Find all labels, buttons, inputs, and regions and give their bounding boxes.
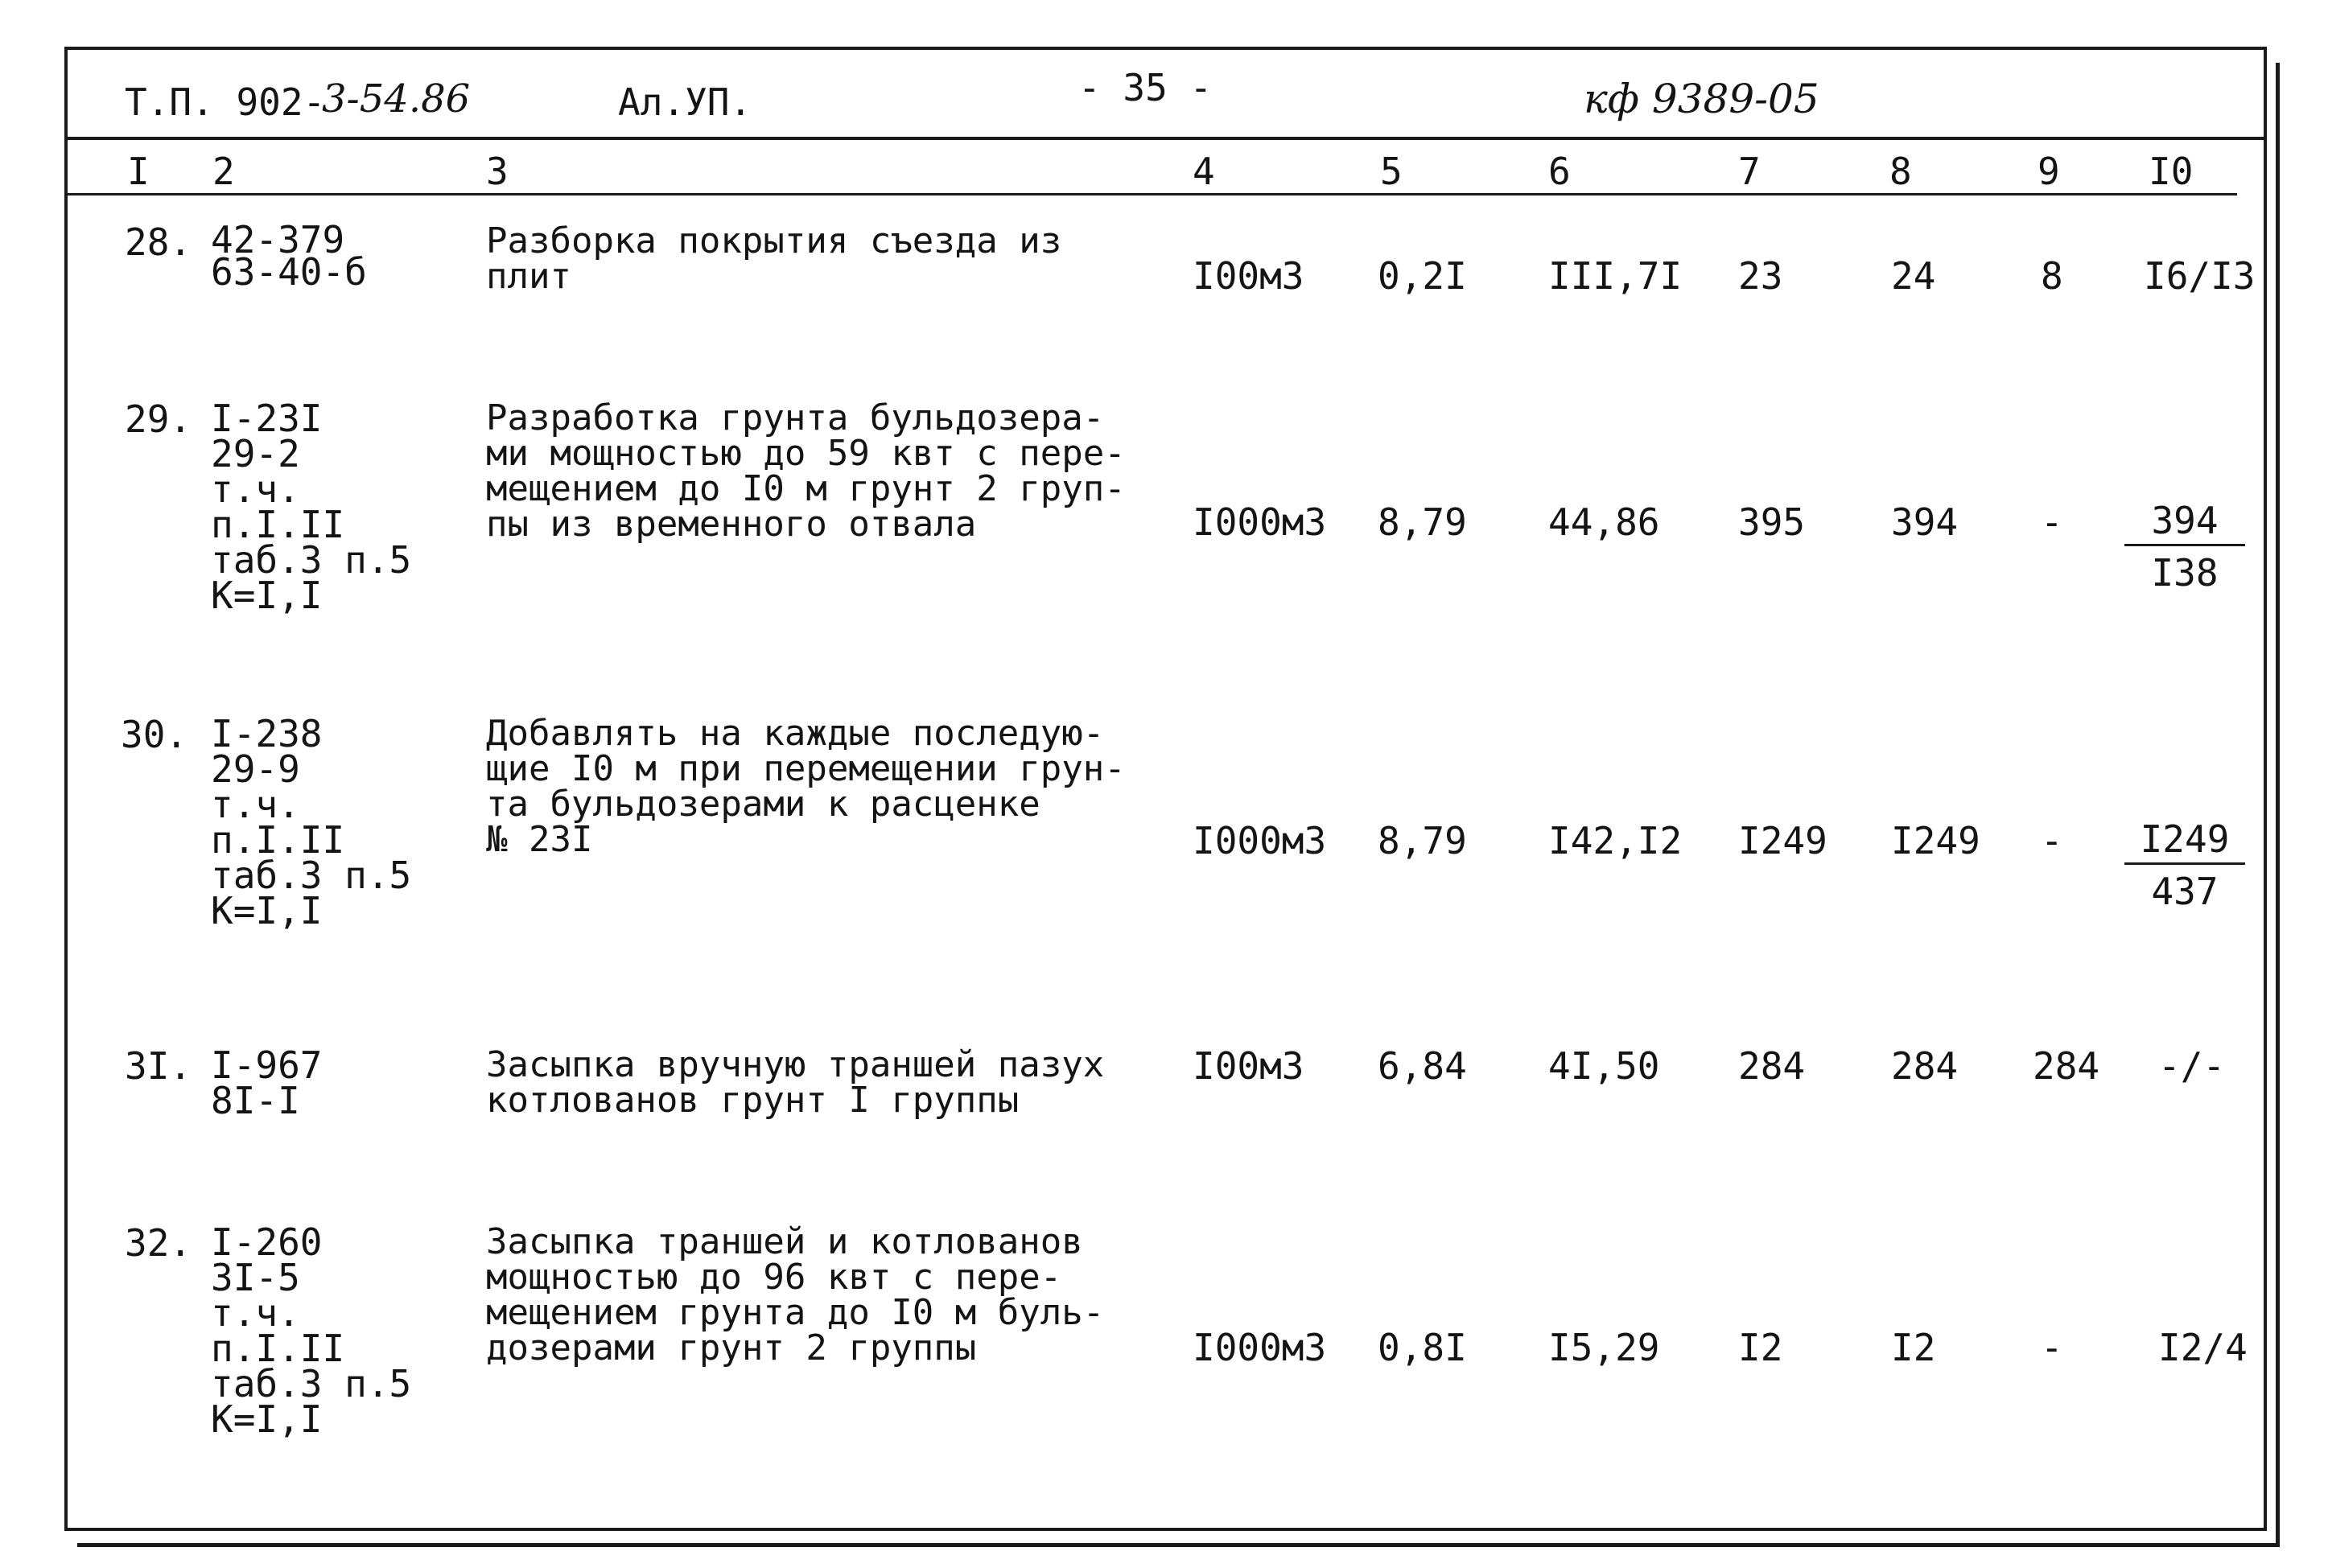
column-header-divider xyxy=(64,193,2237,195)
col-8-value: I249 xyxy=(1891,819,1980,862)
col-10-denominator: 437 xyxy=(2151,870,2219,913)
col-7-value: 395 xyxy=(1738,500,1806,544)
quantity: 0,2I xyxy=(1378,254,1467,298)
col-10-denominator: I38 xyxy=(2151,551,2219,595)
col-10-numerator: I249 xyxy=(2124,821,2245,865)
col-9-value: - xyxy=(2041,500,2063,544)
unit: I000м3 xyxy=(1193,500,1327,544)
col-header-3: 3 xyxy=(486,150,509,193)
col-10-value: I2/4 xyxy=(2158,1326,2248,1369)
unit: I000м3 xyxy=(1193,1326,1327,1369)
work-description: Разработка грунта бульдозера- ми мощностью до 59 квт с пере- мещением до I0 м грунт 2 груп- пы из временного отвала xyxy=(486,397,1126,545)
work-description: Разборка покрытия съезда из плит xyxy=(486,220,1062,297)
col-9-value: - xyxy=(2041,819,2063,862)
col-7-value: 23 xyxy=(1738,254,1783,298)
col-header-9: 9 xyxy=(2038,150,2060,193)
unit-price: 44,86 xyxy=(1548,500,1660,544)
header-divider xyxy=(64,137,2267,140)
col-header-5: 5 xyxy=(1380,150,1403,193)
row-number: 29. xyxy=(125,397,192,441)
quantity: 6,84 xyxy=(1378,1044,1467,1088)
quantity: 8,79 xyxy=(1378,500,1467,544)
row-number: 32. xyxy=(125,1221,192,1265)
quantity: 0,8I xyxy=(1378,1326,1467,1369)
tp-prefix: Т.П. 902- xyxy=(125,80,326,124)
col-7-value: I2 xyxy=(1738,1326,1783,1369)
col-7-value: I249 xyxy=(1738,819,1827,862)
work-description: Засыпка траншей и котлованов мощностью до 96 квт с пере- мещением грунта до I0 м буль- дозерами грунт 2 группы xyxy=(486,1221,1105,1368)
row-number: 30. xyxy=(121,713,188,756)
col-9-value: 284 xyxy=(2033,1044,2100,1088)
col-header-8: 8 xyxy=(1889,150,1912,193)
col-8-value: 24 xyxy=(1891,254,1936,298)
col-8-value: 284 xyxy=(1891,1044,1959,1088)
col-9-value: 8 xyxy=(2041,254,2063,298)
quantity: 8,79 xyxy=(1378,819,1467,862)
unit-price: III,7I xyxy=(1548,254,1683,298)
rate-code: I-967 8I-I xyxy=(211,1043,323,1122)
col-8-value: 394 xyxy=(1891,500,1959,544)
document-code: кф 9389-05 xyxy=(1584,76,1819,122)
col-header-7: 7 xyxy=(1738,150,1761,193)
col-10-value: I6/I3 xyxy=(2144,254,2256,298)
col-header-2: 2 xyxy=(212,150,235,193)
row-number: 3I. xyxy=(125,1044,192,1088)
col-7-value: 284 xyxy=(1738,1044,1806,1088)
unit-price: 4I,50 xyxy=(1548,1044,1660,1088)
unit: I000м3 xyxy=(1193,819,1327,862)
unit: I00м3 xyxy=(1193,1044,1304,1088)
rate-code: I-260 3I-5 т.ч. п.I.II таб.3 п.5 К=I,I xyxy=(211,1220,412,1441)
tp-number-handwritten: 3-54.86 xyxy=(322,76,471,121)
unit: I00м3 xyxy=(1193,254,1304,298)
col-9-value: - xyxy=(2041,1326,2063,1369)
row-number: 28. xyxy=(125,220,192,264)
rate-code: 42-379 63-40-б xyxy=(211,218,367,294)
col-header-4: 4 xyxy=(1193,150,1215,193)
page-number: - 35 - xyxy=(1078,66,1213,109)
col-header-10: I0 xyxy=(2149,150,2194,193)
album-label: Ал.УП. xyxy=(618,80,752,124)
work-description: Засыпка вручную траншей пазух котлованов грунт I группы xyxy=(486,1044,1105,1121)
col-10-fraction xyxy=(2124,499,2245,595)
col-8-value: I2 xyxy=(1891,1326,1936,1369)
col-header-6: 6 xyxy=(1548,150,1571,193)
unit-price: I42,I2 xyxy=(1548,819,1683,862)
col-header-1: I xyxy=(127,150,150,193)
work-description: Добавлять на каждые последую- щие I0 м при перемещении грун- та бульдозерами к расценке № 23I xyxy=(486,713,1126,860)
col-10-numerator: 394 xyxy=(2124,502,2245,546)
col-10-fraction xyxy=(2124,817,2245,913)
rate-code: I-23I 29-2 т.ч. п.I.II таб.3 п.5 К=I,I xyxy=(211,397,412,617)
unit-price: I5,29 xyxy=(1548,1326,1660,1369)
rate-code: I-238 29-9 т.ч. п.I.II таб.3 п.5 К=I,I xyxy=(211,712,412,932)
col-10-value: -/- xyxy=(2158,1044,2226,1088)
